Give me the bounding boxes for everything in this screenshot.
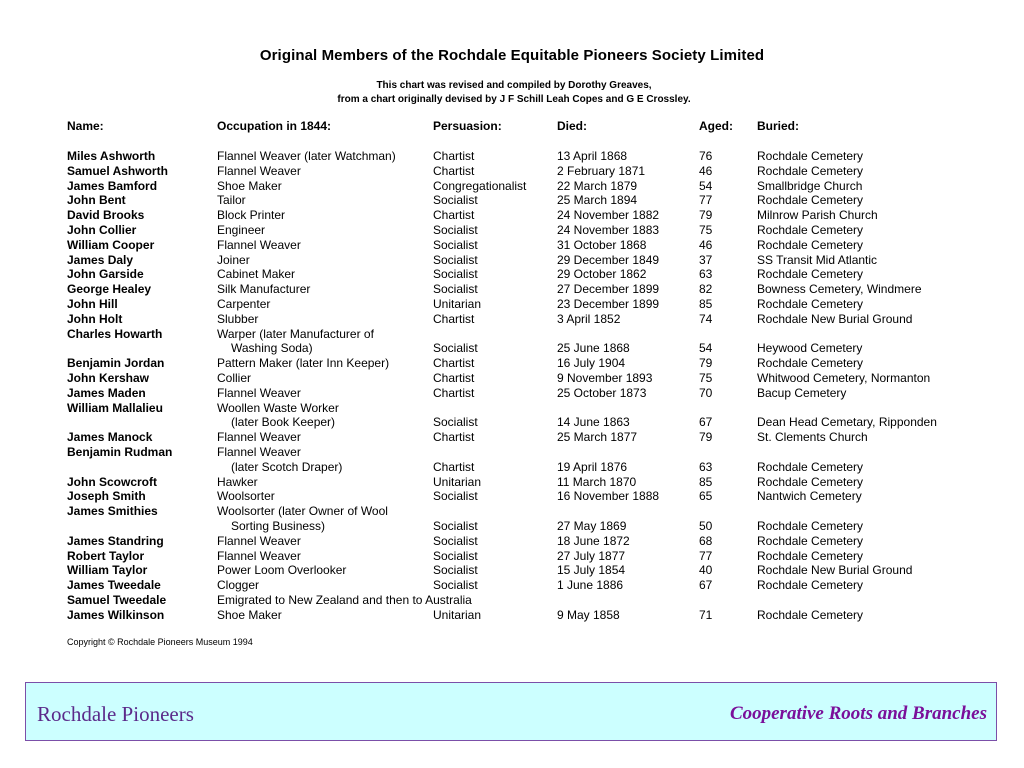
member-buried: Rochdale Cemetery	[757, 267, 864, 282]
member-occupation: Warper (later Manufacturer of	[217, 326, 374, 341]
table-row	[0, 179, 1024, 194]
member-occupation: Woolsorter	[217, 489, 275, 504]
member-name: James Smithies	[67, 504, 158, 519]
member-name: Charles Howarth	[67, 326, 163, 341]
table-row-continued	[0, 460, 1024, 475]
member-name: Samuel Tweedale	[67, 593, 167, 607]
member-name: William Mallalieu	[67, 400, 163, 415]
member-occupation: Emigrated to New Zealand and then to Australia	[217, 593, 472, 607]
header-occupation: Occupation in 1844:	[217, 119, 332, 133]
table-row	[0, 593, 1024, 608]
member-name: Robert Taylor	[67, 548, 145, 563]
member-occupation: Carpenter	[217, 297, 271, 311]
member-name: Samuel Ashworth	[67, 163, 168, 178]
member-name: Benjamin Jordan	[67, 356, 165, 371]
copyright-notice: Copyright © Rochdale Pioneers Museum 1994	[67, 637, 253, 647]
member-occupation: Woollen Waste Worker	[217, 400, 339, 415]
member-aged: 46	[699, 163, 713, 178]
member-name: James Bamford	[67, 178, 158, 193]
member-name: James Wilkinson	[67, 607, 165, 622]
table-row	[0, 253, 1024, 268]
member-died: 16 November 1888	[557, 489, 660, 504]
member-buried: Bacup Cemetery	[757, 385, 847, 400]
member-buried: Smallbridge Church	[757, 178, 863, 193]
table-row	[0, 489, 1024, 504]
member-buried: Rochdale Cemetery	[757, 578, 864, 593]
member-persuasion: Unitarian	[433, 474, 482, 489]
member-died: 9 November 1893	[557, 371, 653, 385]
member-died: 27 May 1869	[557, 519, 627, 533]
table-row	[0, 238, 1024, 253]
member-persuasion: Chartist	[433, 208, 475, 223]
member-persuasion: Unitarian	[433, 607, 482, 622]
member-persuasion: Socialist	[433, 563, 478, 578]
member-buried: Rochdale Cemetery	[757, 533, 864, 548]
member-aged: 75	[699, 371, 713, 385]
member-aged: 37	[699, 252, 713, 267]
member-died: 14 June 1863	[557, 415, 630, 430]
member-aged: 76	[699, 149, 713, 163]
member-occupation: Pattern Maker (later Inn Keeper)	[217, 356, 390, 371]
member-aged: 85	[699, 297, 713, 311]
member-name: James Daly	[67, 252, 134, 267]
member-occupation: Joiner	[217, 252, 250, 267]
table-row	[0, 549, 1024, 564]
member-died: 3 April 1852	[557, 311, 621, 326]
member-occupation-continued: Sorting Business)	[231, 519, 326, 533]
member-name: James Manock	[67, 430, 153, 445]
member-name: Joseph Smith	[67, 489, 146, 504]
member-name: John Garside	[67, 267, 144, 282]
member-name: David Brooks	[67, 208, 145, 223]
member-occupation: Collier	[217, 371, 252, 385]
member-persuasion: Chartist	[433, 385, 475, 400]
table-row	[0, 193, 1024, 208]
member-died: 23 December 1899	[557, 297, 660, 311]
member-died: 1 June 1886	[557, 578, 624, 593]
member-name: William Cooper	[67, 237, 155, 252]
member-aged: 70	[699, 385, 713, 400]
member-died: 18 June 1872	[557, 533, 630, 548]
member-buried: Nantwich Cemetery	[757, 489, 862, 504]
member-occupation: Flannel Weaver	[217, 237, 301, 252]
member-occupation: Silk Manufacturer	[217, 282, 311, 297]
member-aged: 68	[699, 533, 713, 548]
member-buried: Rochdale New Burial Ground	[757, 563, 913, 578]
member-died: 13 April 1868	[557, 149, 628, 163]
member-occupation: Block Printer	[217, 208, 286, 223]
member-occupation: Flannel Weaver	[217, 548, 301, 563]
member-name: John Holt	[67, 311, 123, 326]
member-died: 25 June 1868	[557, 341, 630, 356]
member-died: 11 March 1870	[557, 474, 637, 489]
member-buried: Rochdale Cemetery	[757, 237, 864, 252]
member-buried: Whitwood Cemetery, Normanton	[757, 371, 931, 385]
member-died: 9 May 1858	[557, 607, 620, 622]
member-aged: 77	[699, 548, 713, 563]
footer-title: Rochdale Pioneers	[37, 702, 194, 726]
member-buried: Dean Head Cemetary, Ripponden	[757, 415, 937, 430]
table-row-continued	[0, 415, 1024, 430]
table-row	[0, 164, 1024, 179]
table-row	[0, 267, 1024, 282]
member-occupation-continued: (later Scotch Draper)	[231, 459, 343, 474]
table-row	[0, 386, 1024, 401]
member-occupation: Flannel Weaver	[217, 533, 301, 548]
member-persuasion: Socialist	[433, 415, 478, 430]
table-row-continued	[0, 341, 1024, 356]
header-aged: Aged:	[699, 119, 733, 133]
member-persuasion: Chartist	[433, 371, 475, 385]
header-persuasion: Persuasion:	[433, 119, 502, 133]
member-persuasion: Chartist	[433, 430, 475, 445]
table-row	[0, 297, 1024, 312]
member-aged: 75	[699, 223, 713, 237]
member-occupation: Shoe Maker	[217, 178, 282, 193]
member-persuasion: Chartist	[433, 149, 475, 163]
member-name: John Hill	[67, 297, 118, 311]
member-occupation: Flannel Weaver (later Watchman)	[217, 149, 396, 163]
member-aged: 79	[699, 430, 713, 445]
header-name: Name:	[67, 119, 104, 133]
member-name: George Healey	[67, 282, 152, 297]
member-died: 27 December 1899	[557, 282, 660, 297]
member-died: 16 July 1904	[557, 356, 626, 371]
member-aged: 79	[699, 208, 713, 223]
member-occupation: Cabinet Maker	[217, 267, 296, 282]
footer-subtitle: Cooperative Roots and Branches	[729, 703, 987, 724]
member-name: James Maden	[67, 385, 146, 400]
table-row	[0, 327, 1024, 342]
member-buried: Rochdale Cemetery	[757, 149, 864, 163]
member-died: 24 November 1882	[557, 208, 660, 223]
table-row	[0, 223, 1024, 238]
member-buried: Rochdale Cemetery	[757, 519, 864, 533]
member-died: 25 March 1894	[557, 193, 638, 208]
table-row	[0, 149, 1024, 164]
member-occupation: Tailor	[217, 193, 246, 208]
member-died: 19 April 1876	[557, 459, 628, 474]
member-buried: Milnrow Parish Church	[757, 208, 878, 223]
member-name: John Bent	[67, 193, 126, 208]
member-persuasion: Chartist	[433, 163, 475, 178]
member-aged: 46	[699, 237, 713, 252]
header-died: Died:	[557, 119, 587, 133]
member-occupation: Shoe Maker	[217, 607, 282, 622]
member-persuasion: Congregationalist	[433, 178, 527, 193]
subtitle-line-1: This chart was revised and compiled by Dorothy Greaves,	[376, 80, 652, 91]
member-aged: 85	[699, 474, 713, 489]
header-buried: Buried:	[757, 119, 799, 133]
member-aged: 65	[699, 489, 713, 504]
subtitle-line-2: from a chart originally devised by J F Schill Leah Copes and G E Crossley.	[337, 94, 691, 105]
member-name: James Standring	[67, 533, 164, 548]
table-row	[0, 563, 1024, 578]
member-aged: 40	[699, 563, 713, 578]
member-aged: 71	[699, 607, 713, 622]
member-died: 31 October 1868	[557, 237, 647, 252]
table-row	[0, 504, 1024, 519]
member-buried: Rochdale New Burial Ground	[757, 311, 913, 326]
member-name: James Tweedale	[67, 578, 161, 593]
member-aged: 50	[699, 519, 713, 533]
member-persuasion: Socialist	[433, 341, 478, 356]
member-persuasion: Unitarian	[433, 297, 482, 311]
member-buried: Rochdale Cemetery	[757, 163, 864, 178]
member-aged: 54	[699, 178, 713, 193]
footer-bar	[25, 682, 997, 741]
member-died: 25 October 1873	[557, 385, 647, 400]
member-aged: 74	[699, 311, 713, 326]
table-row	[0, 371, 1024, 386]
member-persuasion: Socialist	[433, 223, 478, 237]
table-header	[0, 119, 1024, 134]
member-occupation: Engineer	[217, 223, 266, 237]
member-persuasion: Socialist	[433, 519, 478, 533]
member-aged: 82	[699, 282, 713, 297]
member-aged: 67	[699, 578, 713, 593]
table-row	[0, 208, 1024, 223]
member-persuasion: Socialist	[433, 489, 478, 504]
member-aged: 54	[699, 341, 713, 356]
member-died: 22 March 1879	[557, 178, 638, 193]
member-name: William Taylor	[67, 563, 148, 578]
member-persuasion: Chartist	[433, 356, 475, 371]
document-title: Original Members of the Rochdale Equitable Pioneers Society Limited	[259, 47, 765, 64]
member-buried: Rochdale Cemetery	[757, 548, 864, 563]
table-row	[0, 578, 1024, 593]
member-occupation: Woolsorter (later Owner of Wool	[217, 504, 388, 519]
member-persuasion: Socialist	[433, 252, 478, 267]
member-occupation: Slubber	[217, 311, 259, 326]
member-buried: Rochdale Cemetery	[757, 607, 864, 622]
member-persuasion: Chartist	[433, 311, 475, 326]
member-died: 24 November 1883	[557, 223, 660, 237]
member-buried: Rochdale Cemetery	[757, 297, 864, 311]
table-row	[0, 445, 1024, 460]
member-persuasion: Socialist	[433, 237, 478, 252]
member-persuasion: Socialist	[433, 578, 478, 593]
member-buried: Bowness Cemetery, Windmere	[757, 282, 922, 297]
member-occupation: Hawker	[217, 474, 258, 489]
member-buried: Rochdale Cemetery	[757, 356, 864, 371]
table-row	[0, 608, 1024, 623]
member-persuasion: Socialist	[433, 548, 478, 563]
member-aged: 63	[699, 267, 713, 282]
table-row-continued	[0, 519, 1024, 534]
member-buried: Heywood Cemetery	[757, 341, 863, 356]
member-aged: 79	[699, 356, 713, 371]
member-occupation: Flannel Weaver	[217, 385, 301, 400]
member-occupation: Clogger	[217, 578, 260, 593]
member-persuasion: Socialist	[433, 282, 478, 297]
member-occupation: Flannel Weaver	[217, 445, 301, 459]
table-row	[0, 282, 1024, 297]
member-buried: Rochdale Cemetery	[757, 459, 864, 474]
member-died: 29 December 1849	[557, 252, 660, 267]
member-died: 29 October 1862	[557, 267, 647, 282]
member-buried: Rochdale Cemetery	[757, 223, 864, 237]
member-buried: Rochdale Cemetery	[757, 474, 864, 489]
member-name: Miles Ashworth	[67, 149, 156, 163]
member-name: Benjamin Rudman	[67, 445, 173, 459]
table-row	[0, 475, 1024, 490]
member-died: 15 July 1854	[557, 563, 626, 578]
table-row	[0, 356, 1024, 371]
member-buried: Rochdale Cemetery	[757, 193, 864, 208]
member-aged: 67	[699, 415, 713, 430]
member-occupation-continued: (later Book Keeper)	[231, 415, 336, 430]
table-row	[0, 312, 1024, 327]
member-buried: St. Clements Church	[757, 430, 868, 445]
table-row	[0, 401, 1024, 416]
member-name: John Collier	[67, 223, 137, 237]
member-name: John Kershaw	[67, 371, 150, 385]
table-row	[0, 430, 1024, 445]
member-buried: SS Transit Mid Atlantic	[757, 252, 878, 267]
member-name: John Scowcroft	[67, 474, 158, 489]
table-row	[0, 534, 1024, 549]
member-persuasion: Socialist	[433, 193, 478, 208]
member-aged: 63	[699, 459, 713, 474]
member-occupation: Flannel Weaver	[217, 430, 301, 445]
member-aged: 77	[699, 193, 713, 208]
member-occupation-continued: Washing Soda)	[231, 341, 313, 356]
member-persuasion: Socialist	[433, 533, 478, 548]
member-died: 25 March 1877	[557, 430, 638, 445]
member-died: 27 July 1877	[557, 548, 626, 563]
member-occupation: Power Loom Overlooker	[217, 563, 347, 578]
member-persuasion: Chartist	[433, 459, 475, 474]
member-occupation: Flannel Weaver	[217, 163, 301, 178]
member-died: 2 February 1871	[557, 163, 646, 178]
member-persuasion: Socialist	[433, 267, 478, 282]
